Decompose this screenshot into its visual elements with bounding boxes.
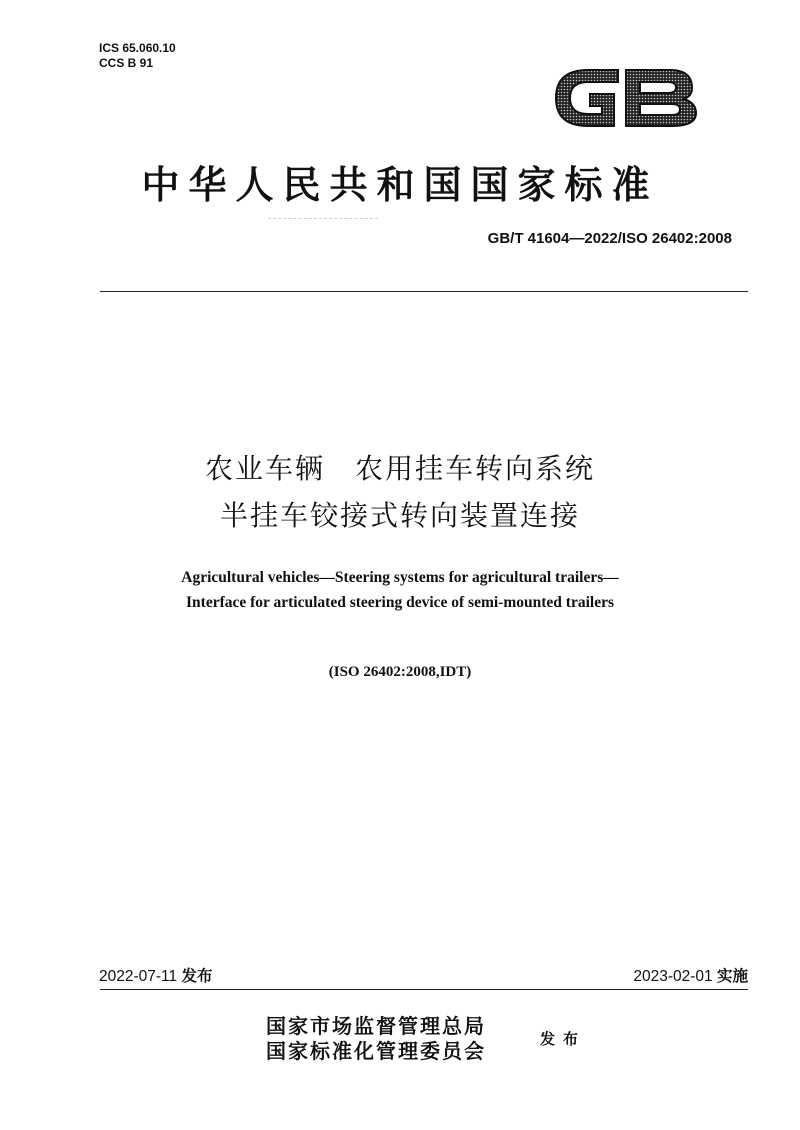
implementation-date [633, 964, 748, 986]
national-standard-title: 中华人民共和国国家标准 [141, 162, 659, 207]
release-label: 发布 [181, 967, 213, 985]
classification-codes [99, 41, 176, 71]
english-title-line-1: Agricultural vehicles—Steering systems for agricultural trailers— [181, 569, 619, 586]
english-title-line-2: Interface for articulated steering device of semi-mounted trailers [186, 594, 614, 611]
adoption-note: (ISO 26402:2008,IDT) [328, 664, 472, 680]
bottom-divider [100, 989, 748, 990]
top-divider [100, 291, 748, 292]
standard-number: GB/T 41604—2022/ISO 26402:2008 [487, 230, 732, 247]
faint-dashes [268, 218, 378, 221]
release-date [99, 964, 212, 986]
ics-code: ICS 65.060.10 [99, 41, 176, 55]
issuer-samr: 国家市场监督管理总局 [266, 1014, 486, 1038]
implementation-date-value: 2023-02-01 [633, 968, 713, 985]
chinese-title-line-1: 农业车辆 农用挂车转向系统 [204, 452, 595, 485]
implementation-label: 实施 [716, 967, 748, 985]
issue-label: 发布 [540, 1030, 587, 1048]
ccs-code: CCS B 91 [99, 56, 154, 70]
chinese-title-line-2: 半挂车铰接式转向装置连接 [219, 499, 580, 532]
issuing-authorities [266, 1014, 486, 1064]
issuer-sac: 国家标准化管理委员会 [266, 1039, 486, 1063]
gb-logo [548, 58, 700, 138]
release-date-value: 2022-07-11 [99, 968, 178, 985]
